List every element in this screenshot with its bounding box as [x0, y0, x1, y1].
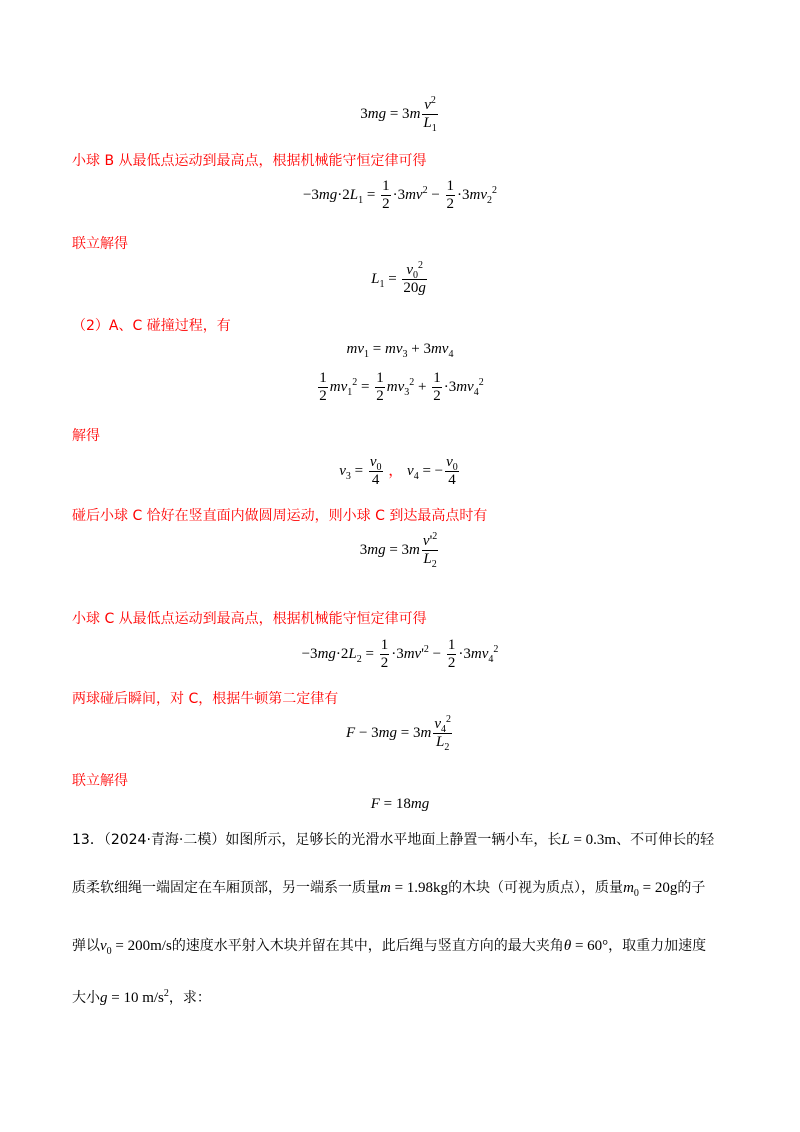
problem-text: 的子 — [677, 880, 706, 896]
problem-13-line-3 — [72, 936, 722, 956]
problem-text: 的木块（可视为质点），质量 — [448, 880, 624, 896]
red-text-3: （2）A、C 碰撞过程，有 — [72, 318, 231, 334]
problem-source: （2024·青海·二模） — [103, 832, 226, 848]
problem-text: 、不可伸长的轻 — [616, 832, 715, 848]
equation-7: 3mg = 3m $\frac{v'^2}{L_2}$ — [359, 531, 438, 570]
gravity-g: g = 10 $m/s^2$ — [100, 988, 169, 1006]
equation-4: $mv_1 = mv_3 + 3mv_4$ — [346, 341, 454, 360]
angle-theta: θ = 60° — [563, 938, 609, 954]
equation-8: $-3mg\cdot 2L_2$ = $\frac{1}{2}$ $\cdot 3mv'^2$ − $\frac{1}{2}$ $\cdot 3mv_4^2$ — [301, 637, 499, 671]
problem-text: 的速度水平射入木块并留在其中，此后绳与竖直方向的最大夹角 — [171, 938, 564, 954]
equation-5: $\frac{1}{2}$ $mv_1^2$ = $\frac{1}{2}$ $mv_3^2$ + $\frac{1}{2}$ $\cdot 3mv_4^2$ — [319, 370, 484, 404]
red-text-1: 小球 B 从最低点运动到最高点，根据机械能守恒定律可得 — [72, 153, 427, 169]
equation-6: $v_3$ = $\frac{v_0}{4}$ ， $v_4$ = − $\frac{v_0}{4}$ — [339, 454, 458, 488]
equation-1: 3mg = 3m $\frac{v^2}{L_1}$ — [360, 95, 437, 134]
problem-13-line-1 — [72, 830, 722, 850]
red-text-6: 小球 C 从最低点运动到最高点，根据机械能守恒定律可得 — [72, 611, 427, 627]
problem-13-line-4 — [72, 988, 722, 1008]
problem-13-line-2 — [72, 878, 722, 898]
problem-text: ，取重力加速度 — [608, 938, 707, 954]
problem-text: 大小 — [72, 990, 100, 1006]
length-L: L = 0.3m — [561, 832, 617, 848]
red-text-2: 联立解得 — [72, 236, 128, 252]
equation-10: F = 18mg — [370, 796, 430, 812]
velocity-v0: $v_0 = 200m/s$ — [100, 938, 172, 957]
problem-text: 质柔软细绳一端固定在车厢顶部，另一端系一质量 — [72, 880, 380, 896]
red-text-4: 解得 — [72, 428, 100, 444]
mass-m0: $m_0 = 20g$ — [623, 880, 678, 899]
red-text-7: 两球碰后瞬间，对 C，根据牛顿第二定律有 — [72, 691, 339, 707]
red-text-8: 联立解得 — [72, 773, 128, 789]
problem-text: 弹以 — [72, 938, 100, 954]
equation-3: $L_1$ = $\frac{v_0^2}{20g}$ — [371, 260, 426, 296]
problem-number: 13． — [72, 832, 104, 848]
equation-9: F − 3mg = 3m $\frac{v_4^2}{L_2}$ — [346, 714, 451, 753]
equation-2: $-3mg\cdot 2L_1$ = $\frac{1}{2}$ $\cdot 3mv^2$ − $\frac{1}{2}$ $\cdot 3mv_2^2$ — [302, 178, 498, 212]
mass-m: m = 1.98kg — [380, 880, 449, 896]
problem-text: 如图所示，足够长的光滑水平地面上静置一辆小车，长 — [225, 832, 562, 848]
problem-text: ，求： — [168, 990, 211, 1006]
red-text-5: 碰后小球 C 恰好在竖直面内做圆周运动，则小球 C 到达最高点时有 — [72, 508, 488, 524]
